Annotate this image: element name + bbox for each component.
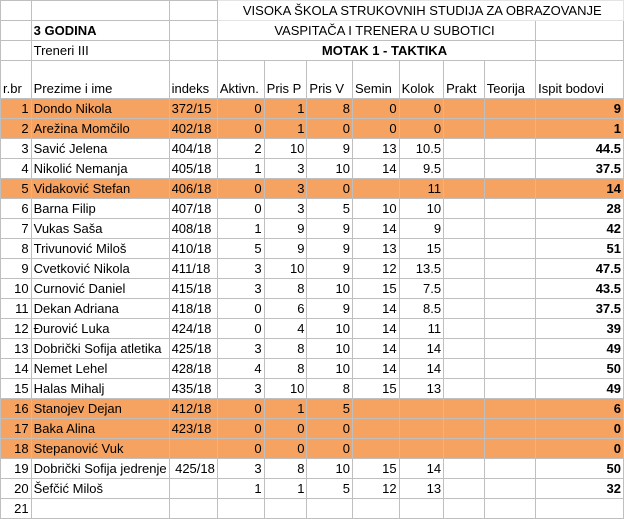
cell-ispit-bodovi[interactable]: 47.5 [536, 259, 624, 279]
cell-pris-p[interactable]: 6 [264, 299, 307, 319]
cell-rbr[interactable]: 8 [1, 239, 32, 259]
cell-kolok[interactable]: 14 [399, 359, 443, 379]
cell-teorija[interactable] [484, 239, 535, 259]
year-label[interactable]: 3 GODINA [31, 21, 169, 41]
cell-pris-v[interactable]: 5 [307, 399, 353, 419]
cell-kolok[interactable]: 11 [399, 179, 443, 199]
cell-index[interactable] [169, 479, 217, 499]
cell-semin[interactable]: 13 [352, 239, 399, 259]
cell-ispit-bodovi[interactable]: 0 [536, 419, 624, 439]
cell-index[interactable]: 410/18 [169, 239, 217, 259]
cell-pris-v[interactable]: 9 [307, 239, 353, 259]
cell-ispit-bodovi[interactable] [536, 499, 624, 519]
cell-aktivn[interactable]: 0 [217, 299, 264, 319]
cell-teorija[interactable] [484, 119, 535, 139]
cell-rbr[interactable]: 11 [1, 299, 32, 319]
cell-aktivn[interactable]: 3 [217, 459, 264, 479]
cell[interactable] [31, 1, 169, 21]
cell-pris-p[interactable]: 3 [264, 179, 307, 199]
cell-prakt[interactable] [444, 379, 485, 399]
cell-aktivn[interactable]: 0 [217, 179, 264, 199]
cell-name[interactable]: Trivunović Miloš [31, 239, 169, 259]
cell-aktivn[interactable]: 2 [217, 139, 264, 159]
cell-rbr[interactable]: 18 [1, 439, 32, 459]
cell-semin[interactable] [352, 419, 399, 439]
cell-semin[interactable]: 13 [352, 139, 399, 159]
title-line-1[interactable]: VISOKA ŠKOLA STRUKOVNIH STUDIJA ZA OBRAZOVANJE [217, 1, 623, 21]
cell-name[interactable]: Stanojev Dejan [31, 399, 169, 419]
cell[interactable] [169, 41, 217, 61]
header-aktivn[interactable]: Aktivn. [217, 61, 264, 99]
cell-index[interactable]: 415/18 [169, 279, 217, 299]
cell-index[interactable]: 402/18 [169, 119, 217, 139]
cell[interactable] [1, 41, 32, 61]
cell-kolok[interactable]: 15 [399, 239, 443, 259]
cell-kolok[interactable] [399, 499, 443, 519]
cell-name[interactable]: Dekan Adriana [31, 299, 169, 319]
cell-prakt[interactable] [444, 479, 485, 499]
cell-pris-p[interactable]: 3 [264, 159, 307, 179]
cell-semin[interactable]: 12 [352, 259, 399, 279]
cell-name[interactable]: Stepanović Vuk [31, 439, 169, 459]
cell-kolok[interactable] [399, 419, 443, 439]
cell-semin[interactable]: 15 [352, 279, 399, 299]
header-ispit-bodovi[interactable]: Ispit bodovi [536, 61, 624, 99]
cell-kolok[interactable]: 7.5 [399, 279, 443, 299]
cell-aktivn[interactable]: 0 [217, 439, 264, 459]
cell-pris-v[interactable]: 5 [307, 199, 353, 219]
cell-semin[interactable]: 14 [352, 219, 399, 239]
cell-prakt[interactable] [444, 119, 485, 139]
cell-aktivn[interactable]: 0 [217, 119, 264, 139]
cell-name[interactable]: Šefčić Miloš [31, 479, 169, 499]
table-row [1, 99, 624, 119]
cell-pris-v[interactable]: 10 [307, 159, 353, 179]
cell-kolok[interactable]: 13 [399, 479, 443, 499]
cell-pris-p[interactable]: 8 [264, 459, 307, 479]
cell-semin[interactable]: 14 [352, 359, 399, 379]
cell-teorija[interactable] [484, 159, 535, 179]
group-label[interactable]: Treneri III [31, 41, 169, 61]
header-prakt[interactable]: Prakt [444, 61, 485, 99]
cell-ispit-bodovi[interactable]: 1 [536, 119, 624, 139]
cell-index[interactable]: 424/18 [169, 319, 217, 339]
cell-prakt[interactable] [444, 199, 485, 219]
cell-ispit-bodovi[interactable]: 39 [536, 319, 624, 339]
cell-ispit-bodovi[interactable]: 28 [536, 199, 624, 219]
header-index[interactable]: indeks [169, 61, 217, 99]
cell-prakt[interactable] [444, 439, 485, 459]
header-semin[interactable]: Semin [352, 61, 399, 99]
cell-rbr[interactable]: 3 [1, 139, 32, 159]
cell-kolok[interactable]: 11 [399, 319, 443, 339]
cell-teorija[interactable] [484, 199, 535, 219]
cell[interactable] [169, 21, 217, 41]
cell-prakt[interactable] [444, 159, 485, 179]
cell-teorija[interactable] [484, 479, 535, 499]
cell-pris-v[interactable]: 10 [307, 359, 353, 379]
cell-semin[interactable] [352, 439, 399, 459]
cell-ispit-bodovi[interactable]: 50 [536, 359, 624, 379]
cell-kolok[interactable]: 10.5 [399, 139, 443, 159]
cell-kolok[interactable]: 10 [399, 199, 443, 219]
header-pris-v[interactable]: Pris V [307, 61, 353, 99]
header-pris-p[interactable]: Pris P [264, 61, 307, 99]
cell-semin[interactable]: 15 [352, 459, 399, 479]
cell-ispit-bodovi[interactable]: 43.5 [536, 279, 624, 299]
cell-name[interactable]: Savić Jelena [31, 139, 169, 159]
cell-pris-v[interactable]: 9 [307, 299, 353, 319]
table-row [1, 379, 624, 399]
cell-prakt[interactable] [444, 299, 485, 319]
cell-semin[interactable]: 14 [352, 299, 399, 319]
table-row [1, 359, 624, 379]
cell-index[interactable]: 404/18 [169, 139, 217, 159]
cell-rbr[interactable]: 13 [1, 339, 32, 359]
cell-prakt[interactable] [444, 219, 485, 239]
table-row [1, 459, 624, 479]
cell-aktivn[interactable] [217, 499, 264, 519]
cell-ispit-bodovi[interactable]: 44.5 [536, 139, 624, 159]
header-row [1, 61, 624, 99]
cell-aktivn[interactable]: 0 [217, 319, 264, 339]
table-row [1, 279, 624, 299]
cell-kolok[interactable]: 8.5 [399, 299, 443, 319]
cell-pris-v[interactable]: 0 [307, 419, 353, 439]
cell-pris-v[interactable]: 0 [307, 439, 353, 459]
cell-prakt[interactable] [444, 399, 485, 419]
table-row [1, 219, 624, 239]
cell-teorija[interactable] [484, 259, 535, 279]
cell-pris-p[interactable]: 9 [264, 239, 307, 259]
header-rbr[interactable]: r.br [1, 61, 32, 99]
cell-pris-v[interactable]: 10 [307, 319, 353, 339]
cell-teorija[interactable] [484, 179, 535, 199]
cell-ispit-bodovi[interactable]: 32 [536, 479, 624, 499]
cell-kolok[interactable]: 13 [399, 379, 443, 399]
cell-pris-p[interactable]: 10 [264, 259, 307, 279]
cell-pris-v[interactable] [307, 499, 353, 519]
cell-ispit-bodovi[interactable]: 0 [536, 439, 624, 459]
cell-kolok[interactable]: 14 [399, 339, 443, 359]
cell-kolok[interactable]: 0 [399, 99, 443, 119]
cell-aktivn[interactable]: 0 [217, 199, 264, 219]
cell-name[interactable] [31, 499, 169, 519]
cell-index[interactable]: 435/18 [169, 379, 217, 399]
cell-kolok[interactable] [399, 439, 443, 459]
cell-pris-v[interactable]: 9 [307, 259, 353, 279]
cell-ispit-bodovi[interactable]: 14 [536, 179, 624, 199]
cell-index[interactable]: 372/15 [169, 99, 217, 119]
cell-aktivn[interactable]: 0 [217, 399, 264, 419]
cell-pris-p[interactable]: 1 [264, 399, 307, 419]
cell-pris-v[interactable]: 0 [307, 119, 353, 139]
table-row [1, 179, 624, 199]
cell-name[interactable]: Halas Mihalj [31, 379, 169, 399]
cell-prakt[interactable] [444, 419, 485, 439]
cell-teorija[interactable] [484, 319, 535, 339]
cell-teorija[interactable] [484, 439, 535, 459]
cell-rbr[interactable]: 1 [1, 99, 32, 119]
title-line-2[interactable]: VASPITAČA I TRENERA U SUBOTICI [217, 21, 535, 41]
cell-pris-v[interactable]: 9 [307, 139, 353, 159]
cell-index[interactable]: 406/18 [169, 179, 217, 199]
table-row [1, 339, 624, 359]
cell-semin[interactable]: 0 [352, 119, 399, 139]
header-kolok[interactable]: Kolok [399, 61, 443, 99]
cell-pris-p[interactable] [264, 499, 307, 519]
cell-pris-p[interactable]: 1 [264, 479, 307, 499]
cell[interactable] [1, 21, 32, 41]
cell-ispit-bodovi[interactable]: 37.5 [536, 159, 624, 179]
table-row [1, 419, 624, 439]
cell-prakt[interactable] [444, 279, 485, 299]
cell-rbr[interactable]: 5 [1, 179, 32, 199]
table-row [1, 439, 624, 459]
cell-index[interactable]: 418/18 [169, 299, 217, 319]
cell-index[interactable] [169, 499, 217, 519]
cell-ispit-bodovi[interactable]: 6 [536, 399, 624, 419]
header-teorija[interactable]: Teorija [484, 61, 535, 99]
cell-kolok[interactable]: 9.5 [399, 159, 443, 179]
cell-semin[interactable]: 15 [352, 379, 399, 399]
cell-rbr[interactable]: 4 [1, 159, 32, 179]
cell-pris-p[interactable]: 1 [264, 119, 307, 139]
cell-aktivn[interactable]: 1 [217, 479, 264, 499]
table-row [1, 199, 624, 219]
cell-semin[interactable]: 10 [352, 199, 399, 219]
cell-kolok[interactable] [399, 399, 443, 419]
cell-index[interactable]: 411/18 [169, 259, 217, 279]
table-row [1, 239, 624, 259]
cell-kolok[interactable]: 0 [399, 119, 443, 139]
cell-kolok[interactable]: 9 [399, 219, 443, 239]
cell-ispit-bodovi[interactable]: 49 [536, 339, 624, 359]
cell-index[interactable]: 405/18 [169, 159, 217, 179]
cell-teorija[interactable] [484, 299, 535, 319]
cell-index[interactable] [169, 439, 217, 459]
cell-name[interactable]: Đurović Luka [31, 319, 169, 339]
cell-aktivn[interactable]: 3 [217, 259, 264, 279]
cell-pris-v[interactable]: 10 [307, 339, 353, 359]
cell-teorija[interactable] [484, 379, 535, 399]
table-row [1, 499, 624, 519]
cell-teorija[interactable] [484, 419, 535, 439]
cell-rbr[interactable]: 19 [1, 459, 32, 479]
cell-aktivn[interactable]: 3 [217, 339, 264, 359]
cell-rbr[interactable]: 20 [1, 479, 32, 499]
cell-name[interactable]: Vukas Saša [31, 219, 169, 239]
cell-semin[interactable]: 12 [352, 479, 399, 499]
cell-semin[interactable]: 14 [352, 319, 399, 339]
cell-name[interactable]: Cvetković Nikola [31, 259, 169, 279]
cell-rbr[interactable]: 16 [1, 399, 32, 419]
cell-name[interactable]: Vidaković Stefan [31, 179, 169, 199]
cell-prakt[interactable] [444, 499, 485, 519]
cell-teorija[interactable] [484, 139, 535, 159]
cell-kolok[interactable]: 13.5 [399, 259, 443, 279]
cell-pris-p[interactable]: 8 [264, 339, 307, 359]
table-row [1, 159, 624, 179]
table-row [1, 299, 624, 319]
cell-rbr[interactable]: 7 [1, 219, 32, 239]
cell-rbr[interactable]: 15 [1, 379, 32, 399]
cell-aktivn[interactable]: 1 [217, 159, 264, 179]
cell-teorija[interactable] [484, 499, 535, 519]
cell-semin[interactable] [352, 179, 399, 199]
cell-pris-v[interactable]: 10 [307, 459, 353, 479]
cell-name[interactable]: Arežina Momčilo [31, 119, 169, 139]
cell-ispit-bodovi[interactable]: 37.5 [536, 299, 624, 319]
cell-semin[interactable] [352, 499, 399, 519]
cell-pris-v[interactable]: 8 [307, 379, 353, 399]
cell-prakt[interactable] [444, 139, 485, 159]
cell-pris-p[interactable]: 9 [264, 219, 307, 239]
cell-pris-v[interactable]: 5 [307, 479, 353, 499]
cell-aktivn[interactable]: 5 [217, 239, 264, 259]
cell-pris-v[interactable]: 8 [307, 99, 353, 119]
cell-kolok[interactable]: 14 [399, 459, 443, 479]
cell-name[interactable]: Barna Filip [31, 199, 169, 219]
cell-name[interactable]: Nemet Lehel [31, 359, 169, 379]
cell-rbr[interactable]: 21 [1, 499, 32, 519]
cell-aktivn[interactable]: 3 [217, 279, 264, 299]
cell-teorija[interactable] [484, 459, 535, 479]
cell-rbr[interactable]: 17 [1, 419, 32, 439]
table-row [1, 399, 624, 419]
cell-prakt[interactable] [444, 259, 485, 279]
cell-semin[interactable] [352, 399, 399, 419]
cell[interactable] [536, 21, 624, 41]
cell-ispit-bodovi[interactable]: 42 [536, 219, 624, 239]
cell-rbr[interactable]: 14 [1, 359, 32, 379]
cell-pris-p[interactable]: 8 [264, 359, 307, 379]
cell-rbr[interactable]: 2 [1, 119, 32, 139]
cell-prakt[interactable] [444, 459, 485, 479]
cell-aktivn[interactable]: 3 [217, 379, 264, 399]
header-name[interactable]: Prezime i ime [31, 61, 169, 99]
cell-teorija[interactable] [484, 359, 535, 379]
cell-index[interactable]: 423/18 [169, 419, 217, 439]
cell-rbr[interactable]: 10 [1, 279, 32, 299]
cell-semin[interactable]: 0 [352, 99, 399, 119]
cell-pris-p[interactable]: 10 [264, 139, 307, 159]
cell-semin[interactable]: 14 [352, 159, 399, 179]
table-row [1, 139, 624, 159]
cell-name[interactable]: Baka Alina [31, 419, 169, 439]
cell-prakt[interactable] [444, 239, 485, 259]
cell-rbr[interactable]: 6 [1, 199, 32, 219]
cell-name[interactable]: Nikolić Nemanja [31, 159, 169, 179]
cell-index[interactable]: 412/18 [169, 399, 217, 419]
subject-title[interactable]: MOTAK 1 - TAKTIKA [217, 41, 535, 61]
cell-index[interactable]: 425/18 [169, 339, 217, 359]
cell[interactable] [1, 1, 32, 21]
table-row [1, 119, 624, 139]
cell-aktivn[interactable]: 4 [217, 359, 264, 379]
cell[interactable] [169, 1, 217, 21]
cell-teorija[interactable] [484, 399, 535, 419]
cell-pris-p[interactable]: 1 [264, 99, 307, 119]
cell-pris-v[interactable]: 0 [307, 179, 353, 199]
cell-aktivn[interactable]: 0 [217, 99, 264, 119]
cell-teorija[interactable] [484, 99, 535, 119]
cell-index[interactable]: 428/18 [169, 359, 217, 379]
cell-prakt[interactable] [444, 339, 485, 359]
cell-name[interactable]: Dondo Nikola [31, 99, 169, 119]
cell-rbr[interactable]: 9 [1, 259, 32, 279]
cell-name[interactable]: Dobrički Sofija jedrenje [31, 459, 169, 479]
cell-prakt[interactable] [444, 179, 485, 199]
cell-pris-p[interactable]: 0 [264, 439, 307, 459]
cell-teorija[interactable] [484, 219, 535, 239]
table-row [1, 479, 624, 499]
cell-index[interactable]: 408/18 [169, 219, 217, 239]
cell-pris-p[interactable]: 10 [264, 379, 307, 399]
cell-semin[interactable]: 14 [352, 339, 399, 359]
cell-pris-p[interactable]: 8 [264, 279, 307, 299]
cell-teorija[interactable] [484, 339, 535, 359]
cell-name[interactable]: Dobrički Sofija atletika [31, 339, 169, 359]
cell-prakt[interactable] [444, 99, 485, 119]
cell[interactable] [536, 41, 624, 61]
cell-ispit-bodovi[interactable]: 9 [536, 99, 624, 119]
cell-pris-p[interactable]: 0 [264, 419, 307, 439]
cell-pris-v[interactable]: 10 [307, 279, 353, 299]
cell-rbr[interactable]: 12 [1, 319, 32, 339]
cell-pris-p[interactable]: 4 [264, 319, 307, 339]
cell-ispit-bodovi[interactable]: 51 [536, 239, 624, 259]
cell-index[interactable]: 425/18 [169, 459, 217, 479]
cell-prakt[interactable] [444, 359, 485, 379]
table-row [1, 259, 624, 279]
cell-pris-v[interactable]: 9 [307, 219, 353, 239]
cell-index[interactable]: 407/18 [169, 199, 217, 219]
cell-prakt[interactable] [444, 319, 485, 339]
table-row [1, 319, 624, 339]
cell-name[interactable]: Curnović Daniel [31, 279, 169, 299]
cell-aktivn[interactable]: 0 [217, 419, 264, 439]
cell-pris-p[interactable]: 3 [264, 199, 307, 219]
cell-ispit-bodovi[interactable]: 49 [536, 379, 624, 399]
cell-aktivn[interactable]: 1 [217, 219, 264, 239]
cell-teorija[interactable] [484, 279, 535, 299]
cell-ispit-bodovi[interactable]: 50 [536, 459, 624, 479]
